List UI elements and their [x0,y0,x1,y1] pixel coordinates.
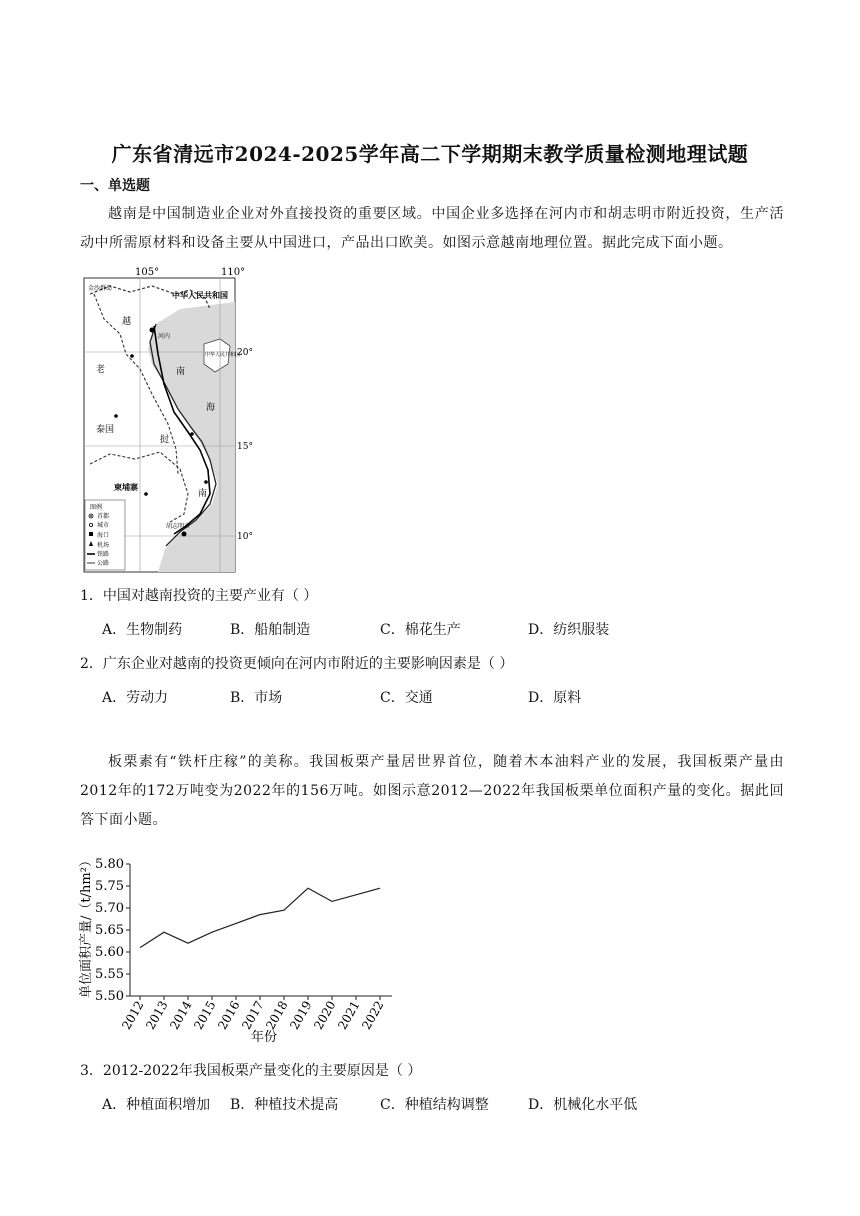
question-2-stem: 2．广东企业对越南的投资更倾向在河内市附近的主要影响因素是（ ） [80,656,514,672]
nan-label: 南 [198,489,208,499]
question-2-options [102,687,581,707]
thailand-label: 泰国 [96,425,115,435]
chart-y-ticks [95,857,130,1004]
x-tick-label: 2015 [191,998,219,1032]
x-tick-label: 2012 [119,998,147,1032]
city-dot [144,492,148,496]
y-tick-label: 5.80 [95,857,124,872]
chart-x-ticks [119,996,386,1032]
y-tick-label: 5.65 [95,923,124,938]
x-tick-label: 2021 [335,998,363,1032]
yue-label: 越 [122,317,132,327]
question-3-stem: 3．2012-2022年我国板栗产量变化的主要原因是（ ） [80,1063,422,1079]
hcm-city-dot [182,532,187,537]
q3-option-a[interactable]: A．种植面积增加 [102,1097,211,1113]
chestnut-yield-chart [74,852,404,1048]
y-tick-label: 5.55 [95,967,124,982]
q2-option-d[interactable]: D．原料 [528,690,582,706]
question-3-options [102,1094,637,1114]
question-1-options [102,619,609,639]
q1-option-a[interactable]: A．生物制药 [102,622,183,638]
lat-label-20: 20° [237,348,253,358]
y-tick-label: 5.60 [95,945,124,960]
x-tick-label: 2013 [143,998,171,1032]
legend-port-icon [89,532,93,536]
capital-dot [150,328,155,333]
sea-label-1: 南 [176,367,186,377]
x-tick-label: 2017 [239,998,267,1032]
city-dot [204,480,208,484]
x-tick-label: 2018 [263,998,291,1032]
lat-label-10: 10° [237,532,253,542]
legend-port: 海口 [97,532,110,539]
q3-option-b[interactable]: B．种植技术提高 [230,1097,339,1113]
q1-option-d[interactable]: D．纺织服装 [528,622,610,638]
lon-label-105: 105° [135,267,160,278]
inset-label: 金沙群岛 [88,285,113,292]
sea-label-2: 海 [206,403,216,413]
city-dot [130,354,134,358]
q1-option-b[interactable]: B．船舶制造 [230,622,311,638]
legend-capital: 首都 [97,513,110,520]
chart-y-axis-label: 单位面积产量/（t/hm²） [79,854,94,998]
legend-city: 城市 [97,522,110,529]
city-dot [190,432,194,436]
lao-label: 老 [96,365,106,375]
wo-label: 挝 [160,435,170,445]
q3-option-c[interactable]: C．种植结构调整 [380,1097,489,1113]
q2-option-c[interactable]: C．交通 [380,690,433,706]
y-tick-label: 5.75 [95,879,124,894]
cambodia-label: 柬埔寨 [114,482,138,492]
q1-option-c[interactable]: C．棉花生产 [380,622,461,638]
x-tick-label: 2022 [359,998,387,1032]
city-dot [114,414,118,418]
x-tick-label: 2020 [311,998,339,1032]
legend-road: 公路 [97,560,110,567]
china-label: 中华人民共和国 [172,290,228,300]
passage-chestnut: 板栗素有“铁杆庄稼”的美称。我国板栗产量居世界首位，随着木本油料产业的发展，我国板栗产量由2012年的172万吨变为2022年的156万吨。如图示意2012—2022年我国板栗单位面积产量的变化。据此回答下面小题。 [80,754,784,828]
passage-vietnam: 越南是中国制造业企业对外直接投资的重要区域。中国企业多选择在河内市和胡志明市附近投资，生产活动中所需原材料和设备主要从中国进口，产品出口欧美。如图示意越南地理位置。据此完成下面小题。 [80,206,784,251]
x-tick-label: 2019 [287,998,315,1032]
page-title: 广东省清远市2024-2025学年高二下学期期末教学质量检测地理试题 [111,142,749,166]
x-tick-label: 2016 [215,998,243,1032]
y-tick-label: 5.70 [95,901,124,916]
q3-option-d[interactable]: D．机械化水平低 [528,1097,638,1113]
lat-label-15: 15° [237,442,253,452]
hcm-label: 胡志明市 [166,523,191,530]
lon-label-110: 110° [221,267,246,278]
legend-capital-icon-dot [90,515,92,517]
x-tick-label: 2014 [167,998,195,1032]
legend-title: 图例 [90,504,103,511]
question-1-stem: 1．中国对越南投资的主要产业有（ ） [80,588,318,604]
vietnam-map [80,264,260,574]
hanoi-label: 河内 [158,333,171,340]
q2-option-b[interactable]: B．市场 [230,690,283,706]
y-tick-label: 5.50 [95,989,124,1004]
legend-airport: 机场 [97,542,110,549]
hainan-label: 中华人民共和国 [205,352,241,358]
section-heading: 一、单选题 [80,178,150,194]
chart-x-axis-label: 年份 [250,1030,278,1045]
q2-option-a[interactable]: A．劳动力 [102,690,169,706]
legend-rail: 铁路 [97,551,110,558]
chart-series-line [140,888,380,947]
